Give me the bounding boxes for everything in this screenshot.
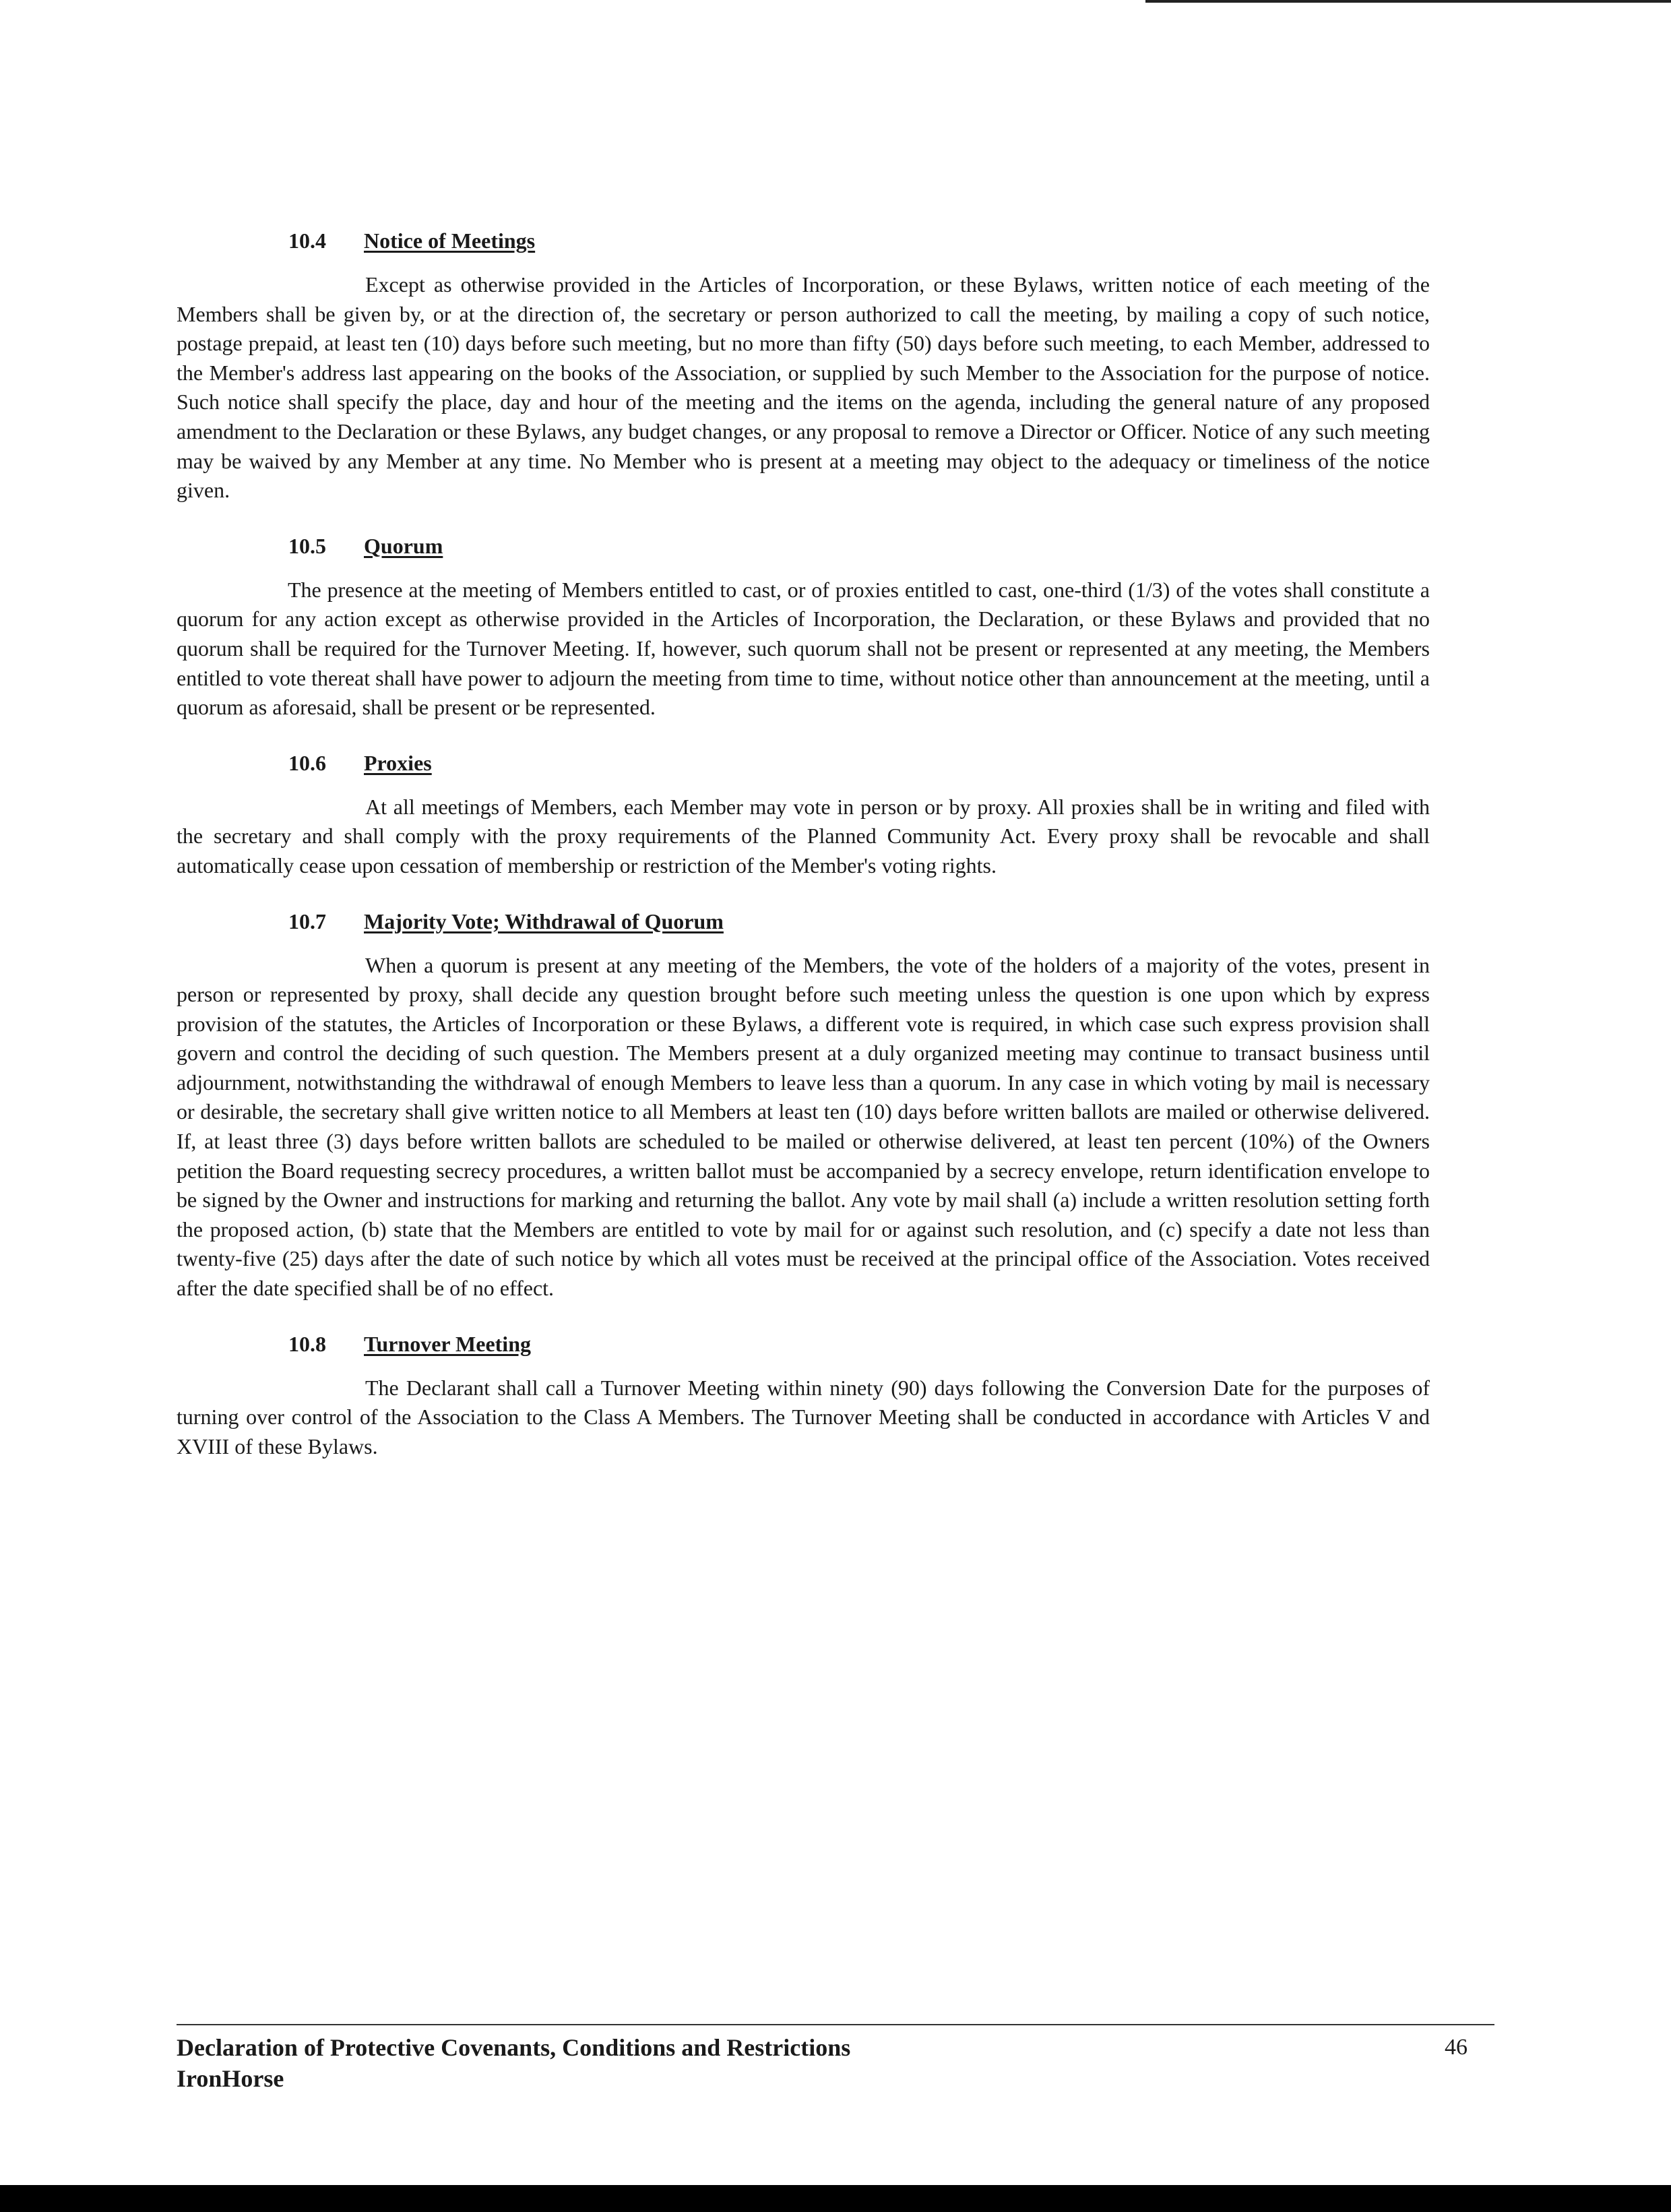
section-title: Majority Vote; Withdrawal of Quorum [364, 909, 724, 933]
page-number: 46 [1445, 2035, 1468, 2060]
section-number: 10.8 [288, 1331, 326, 1356]
section-10-5 [177, 531, 1430, 723]
section-title: Notice of Meetings [364, 228, 536, 253]
section-10-6 [177, 748, 1430, 881]
section-heading [177, 1329, 1430, 1359]
section-paragraph: The presence at the meeting of Members entitled to cast, or of proxies entitled to cast, one-third (1/3) of the votes shall constitute a quorum for any action except as otherwise provided in the Articles of Incorporation, the Declaration, or these Bylaws and provided that no quorum shall be required for the Turnover Meeting. If, however, such quorum shall not be present or represented at any meeting, the Members entitled to vote thereat shall have power to adjourn the meeting from time to time, without notice other than announcement at the meeting, until a quorum as aforesaid, shall be present or be represented. [177, 577, 1430, 720]
scan-bottom-band [0, 2185, 1671, 2212]
footer-divider [177, 2024, 1494, 2025]
section-number: 10.4 [288, 228, 326, 253]
section-number: 10.6 [288, 750, 326, 775]
footer-project-name: IronHorse [177, 2065, 284, 2092]
section-paragraph: When a quorum is present at any meeting of the Members, the vote of the holders of a majority of the votes, present in person or represented by proxy, shall decide any question brought before such meeting unless the question is one upon which by express provision of the statutes, the Articles of Incorporation or these Bylaws, a different vote is required, in which case such express provision shall govern and control the deciding of such question. The Members present at a duly organized meeting may continue to transact business until adjournment, notwithstanding the withdrawal of enough Members to leave less than a quorum. In any case in which voting by mail is necessary or desirable, the secretary shall give written notice to all Members at least ten (10) days before written ballots are mailed or otherwise delivered. If, at least three (3) days before written ballots are scheduled to be mailed or otherwise delivered, at least ten percent (10%) of the Owners petition the Board requesting secrecy procedures, a written ballot must be accompanied by a secrecy envelope, return identification envelope to be signed by the Owner and instructions for marking and returning the ballot. Any vote by mail shall (a) include a written resolution setting forth the proposed action, (b) state that the Members are entitled to vote by mail for or against such resolution, and (c) specify a date not less than twenty-five (25) days after the date of such notice by which all votes must be received at the principal office of the Association. Votes received after the date specified shall be of no effect. [177, 952, 1430, 1301]
section-title: Proxies [364, 750, 432, 775]
section-heading [177, 748, 1430, 778]
section-10-7 [177, 907, 1430, 1303]
section-paragraph: Except as otherwise provided in the Articles of Incorporation, or these Bylaws, written notice of each meeting of the Members shall be given by, or at the direction of, the secretary or person authorized to call the meeting, by mailing a copy of such notice, postage prepaid, at least ten (10) days before such meeting, but no more than fifty (50) days before such meeting, to each Member, addressed to the Member's address last appearing on the books of the Association, or supplied by such Member to the Association for the purpose of notice. Such notice shall specify the place, day and hour of the meeting and the items on the agenda, including the general nature of any proposed amendment to the Declaration or these Bylaws, any budget changes, or any proposal to remove a Director or Officer. Notice of any such meeting may be waived by any Member at any time. No Member who is present at a meeting may object to the adequacy or timeliness of the notice given. [177, 272, 1430, 503]
section-heading [177, 226, 1430, 255]
page-footer [177, 2024, 1494, 2094]
section-number: 10.5 [288, 533, 326, 558]
section-title: Turnover Meeting [364, 1331, 531, 1356]
scan-edge-rule [1145, 0, 1671, 3]
section-10-4 [177, 226, 1430, 505]
section-number: 10.7 [288, 909, 326, 933]
section-title: Quorum [364, 533, 443, 558]
section-heading [177, 531, 1430, 561]
section-heading [177, 907, 1430, 936]
section-paragraph: The Declarant shall call a Turnover Meeting within ninety (90) days following the Conversion Date for the purposes of turning over control of the Association to the Class A Members. The Turnover Meeting shall be conducted in accordance with Articles V and XVIII of these Bylaws. [177, 1375, 1430, 1458]
footer-document-title: Declaration of Protective Covenants, Conditions and Restrictions [177, 2034, 851, 2061]
footer-row [177, 2032, 1494, 2094]
section-paragraph: At all meetings of Members, each Member may vote in person or by proxy. All proxies shall be in writing and filed with the secretary and shall comply with the proxy requirements of the Planned Community Act. Every proxy shall be revocable and shall automatically cease upon cessation of membership or restriction of the Member's voting rights. [177, 794, 1430, 878]
section-10-8 [177, 1329, 1430, 1462]
footer-title-block [177, 2032, 850, 2094]
document-body [177, 226, 1430, 1487]
